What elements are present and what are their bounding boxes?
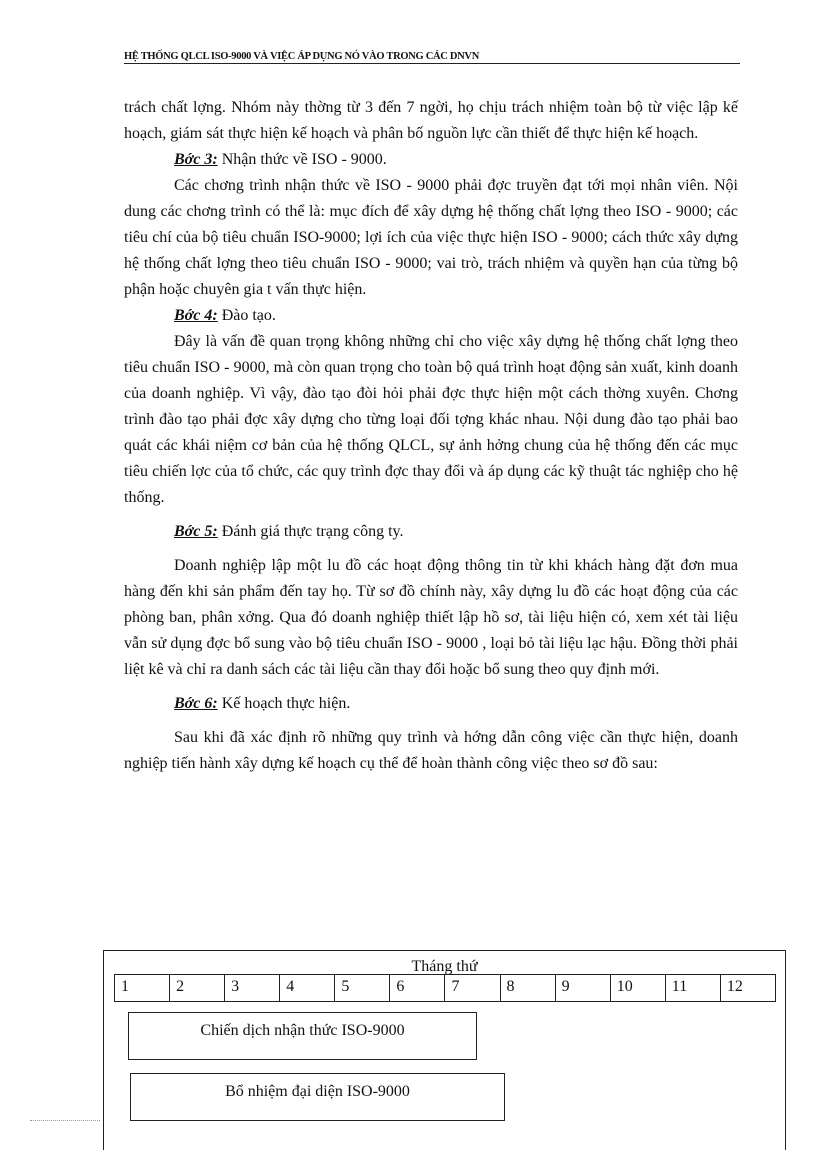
month-cell: 10 [610,975,665,1001]
step-4-heading [124,303,738,329]
document-body [124,95,738,777]
month-cell: 2 [169,975,224,1001]
page-edge-dots [30,1120,100,1121]
step-6-body: Sau khi đã xác định rõ những quy trình và hớng dẫn công việc cần thực hiện, doanh nghiệp tiến hành xây dựng kế hoạch cụ thể để hoàn thành công việc theo sơ đồ sau: [124,729,738,772]
month-cell: 1 [121,978,129,995]
task-appoint-representative: Bổ nhiệm đại diện ISO-9000 [130,1073,505,1121]
step-3-body: Các chơng trình nhận thức về ISO - 9000 phải đợc truyền đạt tới mọi nhân viên. Nội dung các chơng trình có thể là: mục đích để xây dựng hệ thống chất lợng theo ISO - 9000; các tiêu chí của bộ tiêu chuẩn ISO-9000; lợi ích của việc thực hiện ISO - 9000; cách thức xây dựng hệ thống chất lợng theo tiêu chuẩn ISO - 9000; vai trò, trách nhiệm và quyền hạn của từng bộ phận hoặc chuyên gia t vấn thực hiện. [124,177,738,298]
running-header: HỆ THỐNG QLCL ISO-9000 VÀ VIỆC ÁP DỤNG NÓ VÀO TRONG CÁC DNVN [124,51,740,64]
task-awareness-campaign: Chiến dịch nhận thức ISO-9000 [128,1012,477,1060]
month-cell: 6 [389,975,444,1001]
schedule-chart [103,950,786,1150]
step-3-heading [124,147,738,173]
month-cell: 5 [334,975,389,1001]
step-4-title: Đào tạo. [217,307,276,324]
month-cell: 8 [500,975,555,1001]
step-5-body: Doanh nghiệp lập một lu đồ các hoạt động thông tin từ khi khách hàng đặt đơn mua hàng đến khi sản phẩm đến tay họ. Từ sơ đồ chính này, xây dựng lu đồ các hoạt động của các phòng ban, phân xởng. Qua đó doanh nghiệp thiết lập hồ sơ, tài liệu hiện có, xem xét tài liệu vẫn sử dụng đợc bổ sung vào bộ tiêu chuẩn ISO - 9000 , loại bỏ tài liệu lạc hậu. Đồng thời phải liệt kê và chỉ ra danh sách các tài liệu cần thay đổi hoặc bổ sung theo quy định mới. [124,557,738,678]
month-cell: 11 [665,975,720,1001]
step-6-title: Kế hoạch thực hiện. [217,695,351,712]
step-4-body: Đây là vấn đề quan trọng không những chỉ cho việc xây dựng hệ thống chất lợng theo tiêu chuẩn ISO - 9000, mà còn quan trọng cho toàn bộ quá trình hoạt động sản xuất, kinh doanh của doanh nghiệp. Vì vậy, đào tạo đòi hỏi phải đợc thực hiện một cách thờng xuyên. Chơng trình đào tạo phải đợc xây dựng cho từng loại đối tợng khác nhau. Nội dung đào tạo phải bao quát các khái niệm cơ bản của hệ thống QLCL, sự ảnh hởng chung của hệ thống đến các mục tiêu chiến lợc của tổ chức, các quy trình đợc thay đổi và áp dụng các kỹ thuật tác nghiệp cho hệ thống. [124,333,738,506]
step-3-title: Nhận thức về ISO - 9000. [217,151,387,168]
chart-title: Tháng thứ [411,958,478,975]
step-5-heading [124,519,738,545]
month-cell: 12 [720,975,775,1001]
month-header-row [114,974,776,1002]
step-3-label: Bớc 3: [174,151,218,168]
month-cell: 7 [444,975,499,1001]
step-5-label: Bớc 5: [174,523,218,540]
month-cell: 9 [555,975,610,1001]
month-cell: 4 [279,975,334,1001]
step-5-title: Đánh giá thực trạng công ty. [217,523,404,540]
intro-paragraph: trách chất lợng. Nhóm này thờng từ 3 đến 7 ngời, họ chịu trách nhiệm toàn bộ từ việc lập kế hoạch, giám sát thực hiện kế hoạch và phân bố nguồn lực cần thiết để thực hiện kế hoạch. [124,99,738,142]
step-6-heading [124,691,738,717]
step-4-label: Bớc 4: [174,307,218,324]
step-6-label: Bớc 6: [174,695,218,712]
month-cell: 3 [224,975,279,1001]
